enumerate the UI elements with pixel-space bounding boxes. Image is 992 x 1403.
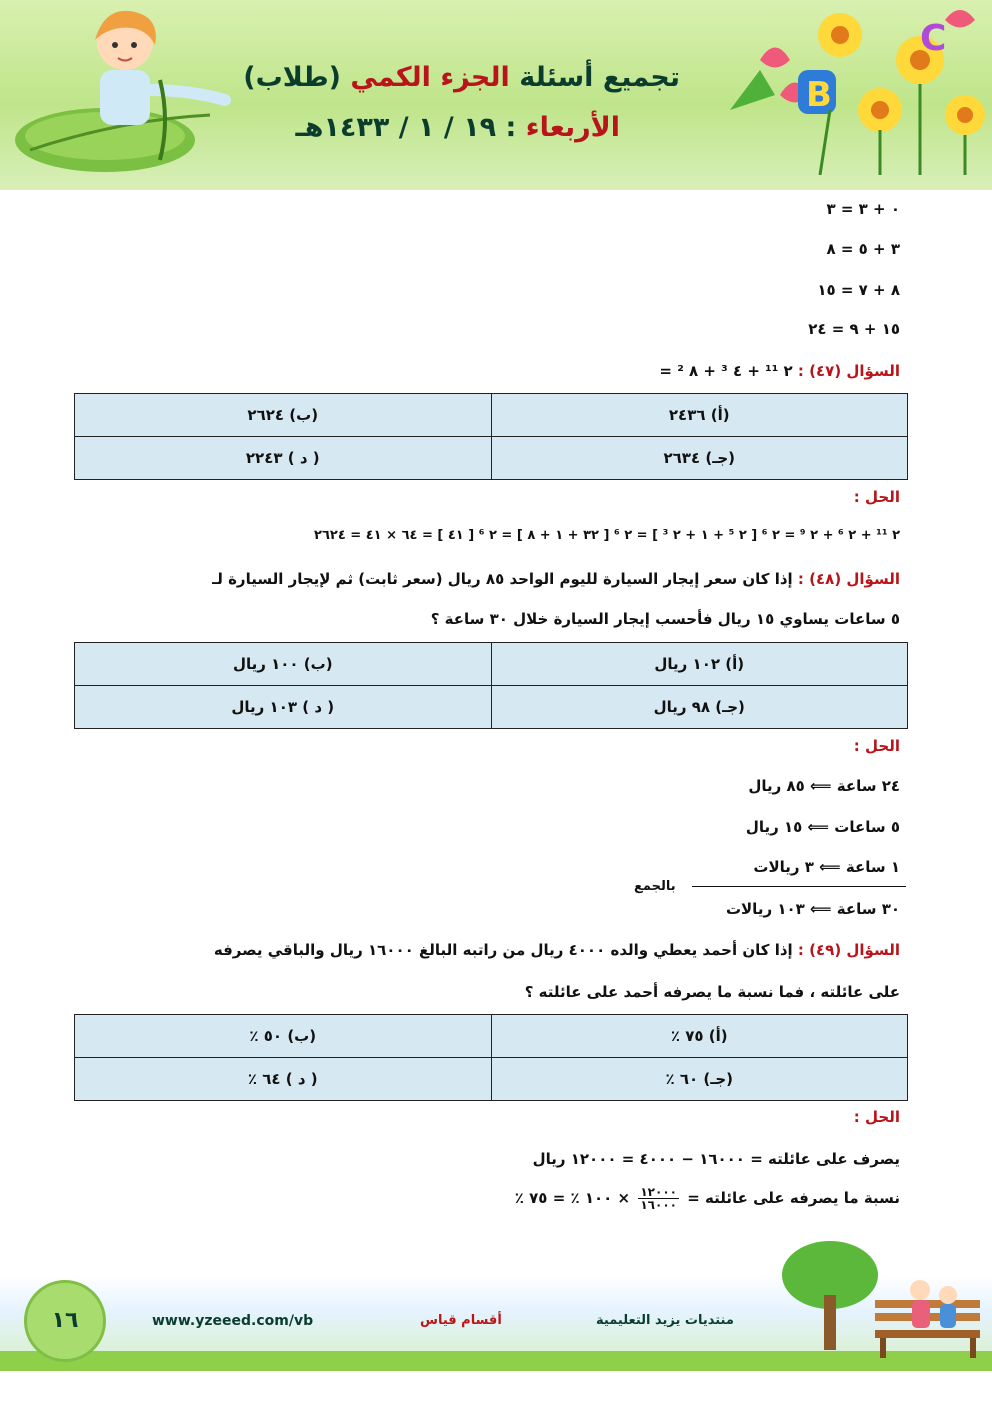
- sum-divider: [692, 886, 906, 887]
- question-49-solution-2: [515, 1186, 900, 1211]
- title-part1: تجميع أسئلة: [519, 62, 680, 93]
- option-b[interactable]: (ب) ٢٦٢٤: [75, 394, 492, 437]
- option-a[interactable]: (أ) ٧٥ ٪: [491, 1015, 908, 1058]
- question-47-options: [74, 393, 908, 480]
- question-47-solution: ٢ ¹¹ + ٢ ⁶ + ٢ ⁹ = ٢ ⁶ [ ٢ ⁵ + ١ + ٢ ³ ] = ٢ ⁶ [ ٣٢ + ١ + ٨ ] = ٢ ⁶ [ ٤١ ] = ٦٤ × ٤١ = ٢٦٢٤: [314, 528, 900, 543]
- page-date: [240, 112, 620, 143]
- date-label: الأربعاء: [525, 112, 620, 143]
- question-49-solution-1: يصرف على عائلته = ١٦٠٠٠ − ٤٠٠٠ = ١٢٠٠٠ ريال: [532, 1150, 900, 1168]
- sum-label: بالجمع: [634, 879, 676, 894]
- intro-line: ٠ + ٣ = ٣: [826, 200, 900, 218]
- question-48-text2: ٥ ساعات يساوي ١٥ ريال فأحسب إيجار السيارة خلال ٣٠ ساعة ؟: [430, 610, 900, 628]
- option-a[interactable]: (أ) ١٠٢ ريال: [491, 643, 908, 686]
- question-47-text: ٢ ¹¹ + ٤ ³ + ٨ ² =: [659, 362, 793, 380]
- title-highlight: الجزء الكمي: [350, 62, 510, 93]
- section-label: أقسام قياس: [420, 1313, 502, 1328]
- solution-label: الحل :: [853, 488, 900, 506]
- option-c[interactable]: (جـ) ٢٦٣٤: [491, 437, 908, 480]
- option-c[interactable]: (جـ) ٦٠ ٪: [491, 1058, 908, 1101]
- step-line: ١ ساعة ⟸ ٣ ريالات: [753, 858, 900, 876]
- question-48-text1: إذا كان سعر إيجار السيارة لليوم الواحد ٨٥ ريال (سعر ثابت) ثم لإيجار السيارة لـ: [212, 570, 793, 588]
- step-line: ٣٠ ساعة ⟸ ١٠٣ ريالات: [725, 900, 900, 918]
- option-d[interactable]: ( د ) ٦٤ ٪: [75, 1058, 492, 1101]
- svg-text:B: B: [806, 75, 832, 115]
- title-part2: (طلاب): [243, 62, 342, 93]
- boy-on-leaf-illustration: [10, 0, 240, 185]
- intro-line: ١٥ + ٩ = ٢٤: [808, 320, 900, 338]
- flowers-abc-illustration: [720, 0, 992, 175]
- question-49-options: [74, 1014, 908, 1101]
- question-49: [214, 941, 900, 959]
- question-47-label: السؤال (٤٧) :: [797, 362, 900, 380]
- intro-line: ٣ + ٥ = ٨: [826, 240, 900, 258]
- svg-text:C: C: [920, 18, 947, 59]
- question-47: [659, 362, 900, 380]
- question-49-label: السؤال (٤٩) :: [797, 941, 900, 959]
- question-49-text2: على عائلته ، فما نسبة ما يصرفه أحمد على عائلته ؟: [524, 983, 900, 1001]
- question-48-label: السؤال (٤٨) :: [797, 570, 900, 588]
- tree-bench-illustration: [780, 1235, 992, 1365]
- solution-label: الحل :: [853, 1108, 900, 1126]
- option-b[interactable]: (ب) ١٠٠ ريال: [75, 643, 492, 686]
- option-a[interactable]: (أ) ٢٤٣٦: [491, 394, 908, 437]
- question-49-text1: إذا كان أحمد يعطي والده ٤٠٠٠ ريال من راتبه البالغ ١٦٠٠٠ ريال والباقي يصرفه: [213, 941, 793, 959]
- solution-2-suffix: × ١٠٠ ٪ = ٧٥ ٪: [514, 1189, 631, 1207]
- page-number: ١٦: [24, 1280, 106, 1362]
- forum-name: منتديات يزيد التعليمية: [596, 1313, 734, 1328]
- solution-2-prefix: نسبة ما يصرفه على عائلته =: [687, 1189, 900, 1207]
- step-line: ٢٤ ساعة ⟸ ٨٥ ريال: [748, 777, 900, 795]
- option-b[interactable]: (ب) ٥٠ ٪: [75, 1015, 492, 1058]
- option-d[interactable]: ( د ) ١٠٣ ريال: [75, 686, 492, 729]
- fraction-denominator: ١٦٠٠٠: [640, 1198, 677, 1212]
- option-d[interactable]: ( د ) ٢٢٤٣: [75, 437, 492, 480]
- website-link[interactable]: www.yzeeed.com/vb: [152, 1313, 314, 1329]
- header-banner: [0, 0, 992, 190]
- question-48: [212, 570, 900, 588]
- step-line: ٥ ساعات ⟸ ١٥ ريال: [745, 818, 900, 836]
- page-title: [240, 62, 680, 93]
- intro-line: ٨ + ٧ = ١٥: [817, 281, 900, 299]
- solution-label: الحل :: [853, 737, 900, 755]
- fraction: [638, 1186, 679, 1211]
- question-48-options: [74, 642, 908, 729]
- date-value: : ١٩ / ١ / ١٤٣٣هـ: [295, 112, 517, 143]
- fraction-numerator: ١٢٠٠٠: [640, 1185, 677, 1199]
- option-c[interactable]: (جـ) ٩٨ ريال: [491, 686, 908, 729]
